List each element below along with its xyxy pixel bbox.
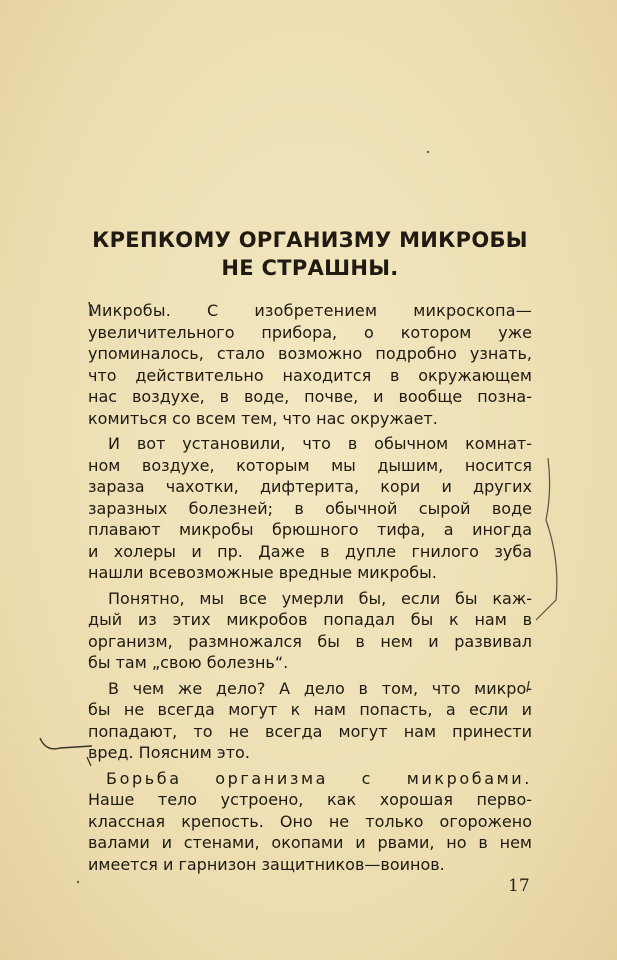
text-line: вред. Поясним это. (88, 743, 250, 762)
chapter-title-line-1: КРЕПКОМУ ОРГАНИЗМУ МИКРОБЫ (92, 228, 528, 252)
text-line: бы там „свою болезнь“. (88, 653, 289, 672)
text-line: попадают, то не всегда могут нам принести (88, 721, 532, 741)
text-line: ном воздухе, которым мы дышим, носится (88, 455, 532, 475)
text-line: комиться со всем тем, что нас окружает. (88, 408, 438, 428)
text-line: организм, размножался бы в нем и развивал (88, 631, 532, 651)
text-line: и холеры и пр. Даже в дупле гнилого зуба (88, 541, 532, 561)
text-line: валами и стенами, окопами и рвами, но в нем (88, 833, 532, 852)
text-line: нас воздухе, в воде, почве, и вообще позна- (88, 387, 532, 406)
text-line: бы не всегда могут к нам попасть, а если и (88, 700, 532, 719)
chapter-title (60, 226, 560, 282)
text-line: плавают микробы брюшного тифа, а иногда (88, 520, 532, 539)
text-line: Борьба организма с микробами. (106, 768, 532, 788)
pencil-curve-mark (536, 458, 557, 620)
text-line: И вот установили, что в обычном комнат- (108, 434, 532, 453)
text-line: упоминалось, стало возможно подробно узнать, (88, 344, 532, 363)
text-line: имеется и гарнизон защитников—воинов. (88, 854, 445, 874)
paragraph-2 (88, 433, 532, 584)
text-line: Микробы. С изобретением микроскопа— (88, 301, 532, 320)
body-text (88, 300, 532, 879)
text-line: дый из этих микробов попадал бы к нам в (88, 610, 532, 629)
text-line: зараза чахотки, дифтерита, кори и других (88, 477, 532, 496)
paper-speck (427, 151, 429, 153)
chapter-title-line-2: НЕ СТРАШНЫ. (221, 256, 399, 280)
text-line: заразных болезней; в обычной сырой воде (88, 498, 532, 518)
pencil-curve-mark (40, 738, 92, 749)
text-line: В чем же дело? А дело в том, что микро- (108, 678, 532, 698)
text-line: Понятно, мы все умерли бы, если бы каж- (108, 588, 532, 608)
paper-speck (77, 881, 79, 883)
page-number: 17 (508, 876, 530, 896)
text-line: классная крепость. Оно не только огорожено (88, 811, 532, 831)
text-line: что действительно находится в окружающем (88, 365, 532, 385)
paragraph-5 (88, 768, 532, 876)
text-line: Наше тело устроено, как хорошая перво- (88, 790, 532, 809)
text-line: нашли всевозможные вредные микробы. (88, 563, 437, 582)
paragraph-1 (88, 300, 532, 429)
paragraph-4 (88, 678, 532, 764)
text-line: увеличительного прибора, о котором уже (88, 322, 532, 342)
paragraph-3 (88, 588, 532, 674)
